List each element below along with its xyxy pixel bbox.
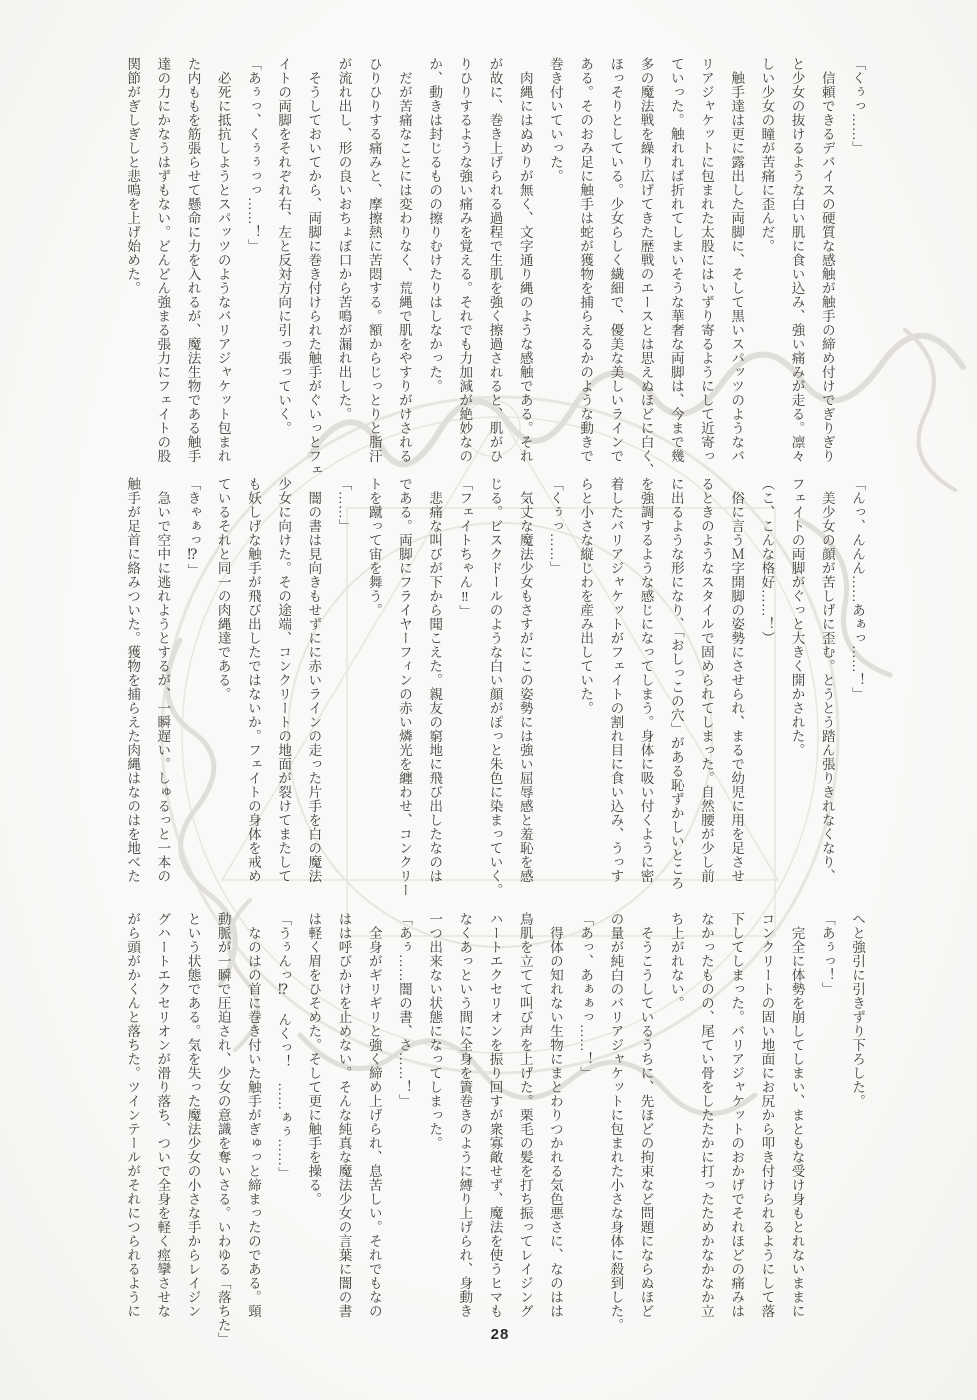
text-column: ち上がれない。 [668,912,684,1010]
text-column: 「んっ、んんん……あぁっ……！」 [850,477,865,701]
text-column: 鳥肌を立てて叫び声を上げた。栗毛の髪を打ち振ってレイジング [517,912,533,1318]
text-column: 少女に向けた。その途端、コンクリートの地面が裂けてまたして [276,477,292,883]
text-column: （こ、こんな格好……！） [759,477,775,645]
text-column: リアジャケットに包まれた太股にはいずり寄るようにして近寄っ [698,57,714,463]
text-column: は軽く眉をひそめた。そして更に触手を操る。 [306,912,322,1206]
text-column: 動脈が一瞬で圧迫され、少女の意識を奪いさる。いわゆる「落ちた」 [215,912,231,1346]
text-column: である。両脚にフライヤーフィンの赤い燐光を纏わせ、コンクリー [396,477,412,897]
text-column: 「うぅんっ⁉ んくっ！ ……ぁぅ……」 [276,912,292,1181]
text-column: の量が純白のバリアジャケットに包まれた小さな身体に殺到した。 [608,912,624,1332]
text-column: りひりするような強い痛みを覚える。それでも力加減が絶妙なの [457,57,473,463]
text-column: 「フェイトちゃん‼」 [457,477,473,619]
text-column: か、動きは封じるものの擦りむけたりはしなかった。 [427,57,443,393]
text-column: なくあっという間に全身を簀巻きのように縛り上げられ、身動き [457,912,473,1318]
text-column: グハートエクセリオンが滑り落ち、ついで全身を軽く痙攣させな [155,912,171,1318]
text-column: しい少女の瞳が苦痛に歪んだ。 [759,57,775,253]
text-column: 「きゃぁっ⁉」 [185,477,201,578]
text-column: なのはの首に巻き付いた触手がぎゅっと締まったのである。頸 [245,925,261,1318]
text-column: 「……」 [336,477,352,533]
text-column: コンクリートの固い地面にお尻から叩き付けられるようにして落 [759,912,775,1318]
text-column: た内ももを筋張らせて懸命に力を入れるが、魔法生物である触手 [185,57,201,463]
text-column: ある。そのおみ足に触手は蛇が獲物を捕らえるかのような動きで [578,57,594,463]
text-column: そうしておいてから、両脚に巻き付けられた触手がぐいっとフェ [306,70,322,477]
text-column: 完全に体勢を崩してしまい、まともな受け身もとれないままに [789,925,805,1318]
text-column: が流れ出し、形の良いおちょぼ口から苦鳴が漏れ出した。 [336,57,352,421]
page-number: 28 [490,1326,510,1343]
text-column: 関節がぎしぎしと悲鳴を上げ始めた。 [125,57,141,295]
text-column: 触手達は更に露出した両脚に、そして黒いスパッツのようなバ [729,70,745,463]
text-column: に出るような形になり、「おしっこの穴」がある恥ずかしいところ [668,477,684,891]
text-column: じる。ビスクドールのような白い顔がぽっと朱色に染まっていく。 [487,477,503,897]
text-column: フェイトの両脚がぐっと大きく開かされた。 [789,477,805,757]
text-column: 「あぅっ！」 [819,912,835,996]
text-column: 多の魔法戦を繰り広げてきた歴戦のエースとは思えぬほどに白く、 [638,57,654,477]
text-section-middle [104,477,872,897]
text-column: がら頭がかくんと落ちた。ツインテールがそれにつられるように [125,912,141,1318]
text-column: 信頼できるデバイスの硬質な感触が触手の締め付けでぎりぎり [819,70,835,463]
text-column: 「あぅっ、くぅぅっっ……！」 [245,57,261,253]
text-column: ているそれと同一の肉縄達である。 [215,477,231,701]
text-column: 肉縄にはぬめりが無く、文字通り縄のような感触である。それ [517,70,533,463]
text-column: 気丈な魔法少女もさすがにこの姿勢には強い屈辱感と羞恥を感 [517,490,533,883]
text-column: 着したバリアジャケットがフェイトの割れ目に食い込み、うっす [608,477,624,883]
text-column: が故に、巻き上げられる過程で生肌を強く擦過されると、肌がひ [487,57,503,463]
text-column: ていった。触れれば折れてしまいそうな華奢な両脚は、今まで幾 [668,57,684,463]
text-column: 闇の書は見向きもせずにに赤いラインの走った片手を白の魔法 [306,490,322,883]
text-column: ハートエクセリオンを振り回すが衆寡敵せず、魔法を使うヒマも [487,912,503,1318]
text-section-bottom [104,912,872,1346]
text-column: 巻き付いていった。 [547,57,563,183]
text-column: るときのようなスタイルで固められてしまった。自然腰が少し前 [698,477,714,883]
text-column: 必死に抵抗しようとスパッツのようなバリアジャケット包まれ [215,70,231,463]
text-column: トを蹴って宙を舞う。 [366,477,382,617]
text-column: ひりひりする痛みと、摩擦熱に苦悶する。額からじっとりと脂汗 [366,57,382,463]
text-column: 美少女の顔が苦しげに歪む。とうとう踏ん張りきれなくなり、 [819,490,835,883]
text-column: はは呼びかけを止めない。そんな純真な魔法少女の言葉に闇の書 [336,912,352,1318]
text-column: 全身がギリギリと強く締め上げられ、息苦しい。それでもなの [366,925,382,1318]
text-column: だが苦痛なことには変わりなく、荒縄で肌をやすりがけされる [396,70,412,463]
text-column: 俗に言うＭ字開脚の姿勢にさせられ、まるで幼児に用を足させ [729,490,745,883]
text-column: 下してしまった。バリアジャケットのおかげでそれほどの痛みは [729,912,745,1318]
text-column: ほっそりとしている。少女らしく繊細で、優美な美しいラインで [608,57,624,463]
text-column: 「くぅっ……」 [850,57,865,155]
text-column: を強調するような感じになってしまう。身体に吸い付くように密 [638,477,654,883]
text-column: 達の力にかなうはずもない。どんどん強まる張力にフェイトの股 [155,57,171,463]
text-column: も妖しげな触手が飛び出したではないか。フェイトの身体を戒め [245,477,261,883]
text-column: そうこうしているうちに、先ほどの拘束など問題にならぬほど [638,925,654,1318]
text-column: 「あっ、あぁぁっ……！」 [578,912,594,1080]
text-column: 「くぅっ……」 [547,477,563,575]
text-column: 「あぅ……闇の書、さ……！」 [396,912,412,1108]
text-column: 悲痛な叫びが下から聞こえた。親友の窮地に飛び出したなのは [427,490,443,883]
text-column: 急いで空中に逃れようとするが、一瞬遅い。しゅるっと一本の [155,490,171,883]
text-column: らと小さな縦じわを産み出していた。 [578,477,594,715]
text-column: 得体の知れない生物にまとわりつかれる気色悪さに、なのはは [547,925,563,1318]
text-column: と少女の抜けるような白い肌に食い込み、強い痛みが走る。凛々 [789,57,805,463]
text-column: 一つ出来ない状態になってしまった。 [427,912,443,1150]
text-column: へと強引に引きずり下ろした。 [850,912,865,1108]
text-column: イトの両脚をそれぞれ右、左と反対方向に引っ張っていく。 [276,57,292,435]
text-column: なかったものの、尾てい骨をしたたかに打ったためかなかなか立 [698,912,714,1318]
text-column: という状態である。気を失った魔法少女の小さな手からレイジン [185,912,201,1318]
text-column: 触手が足首に絡みついた。獲物を捕らえた肉縄はなのはを地べた [125,477,141,883]
text-section-top [104,57,872,477]
